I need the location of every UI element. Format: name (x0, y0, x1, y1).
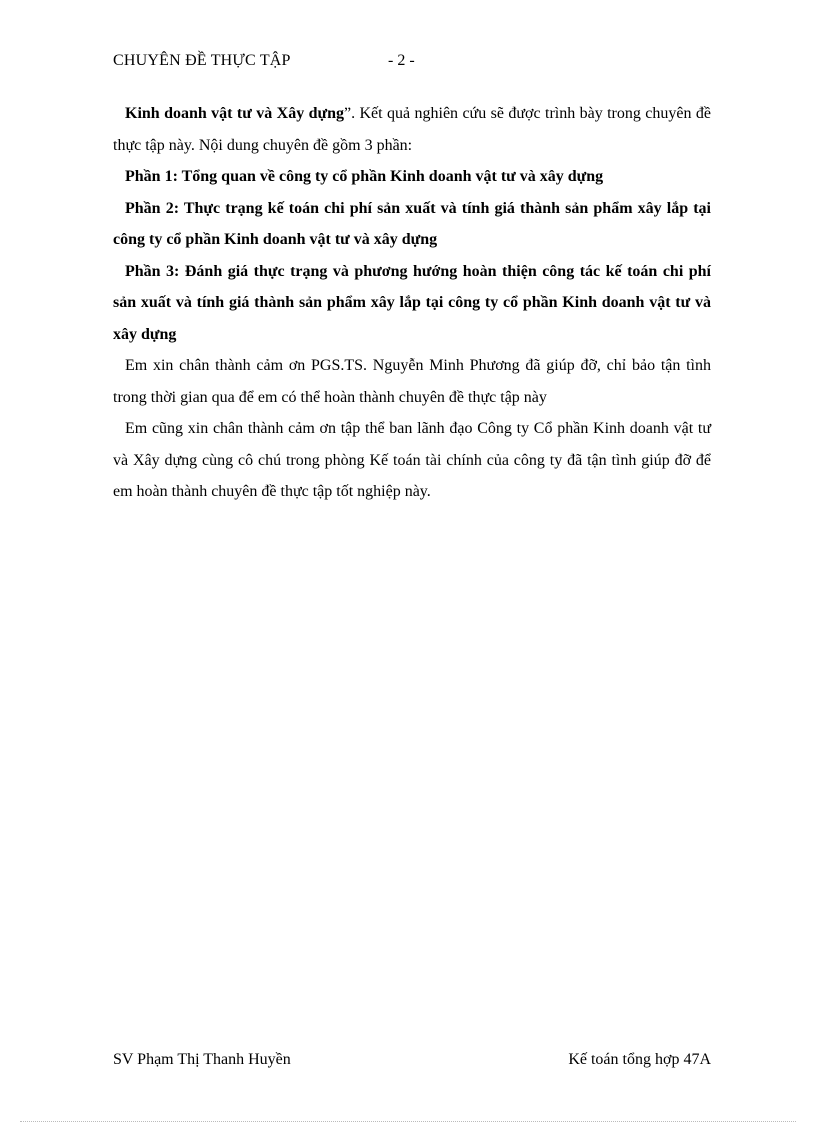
thanks-advisor-paragraph: Em xin chân thành cảm ơn PGS.TS. Nguyễn Minh Phương đã giúp đỡ, chỉ bảo tận tình trong thời gian qua để em có thể hoàn thành chuyên đề thực tập này (113, 357, 711, 406)
thanks-company-paragraph: Em cũng xin chân thành cảm ơn tập thể ban lãnh đạo Công ty Cổ phần Kinh doanh vật tư và Xây dựng cùng cô chú trong phòng Kế toán tài chính của công ty đã tận tình giúp đỡ để em hoàn thành chuyên đề thực tập tốt nghiệp này. (113, 420, 711, 500)
part-3-heading: Phần 3: Đánh giá thực trạng và phương hướng hoàn thiện công tác kế toán chi phí sản xuất và tính giá thành sản phẩm xây lắp tại công ty cổ phần Kinh doanh vật tư và xây dựng (113, 262, 711, 343)
footer-class-name: Kế toán tổng hợp 47A (568, 1051, 711, 1068)
intro-paragraph (113, 98, 711, 161)
page-number: - 2 - (388, 52, 415, 69)
header-title: CHUYÊN ĐỀ THỰC TẬP (113, 52, 291, 69)
footer-student-name: SV Phạm Thị Thanh Huyền (113, 1051, 291, 1068)
intro-company-name: Kinh doanh vật tư và Xây dựng (125, 105, 344, 122)
intro-text: ”. Kết quả nghiên cứu sẽ được trình bày trong chuyên đề thực tập này. Nội dung chuyên đề gồm 3 phần: (113, 105, 711, 154)
part-2-heading: Phần 2: Thực trạng kế toán chi phí sản xuất và tính giá thành sản phẩm xây lắp tại công ty cổ phần Kinh doanh vật tư và xây dựng (113, 199, 711, 248)
page-bottom-divider (20, 1121, 796, 1122)
document-body (113, 98, 711, 508)
part-1-heading: Phần 1: Tổng quan về công ty cổ phần Kinh doanh vật tư và xây dựng (125, 168, 604, 185)
